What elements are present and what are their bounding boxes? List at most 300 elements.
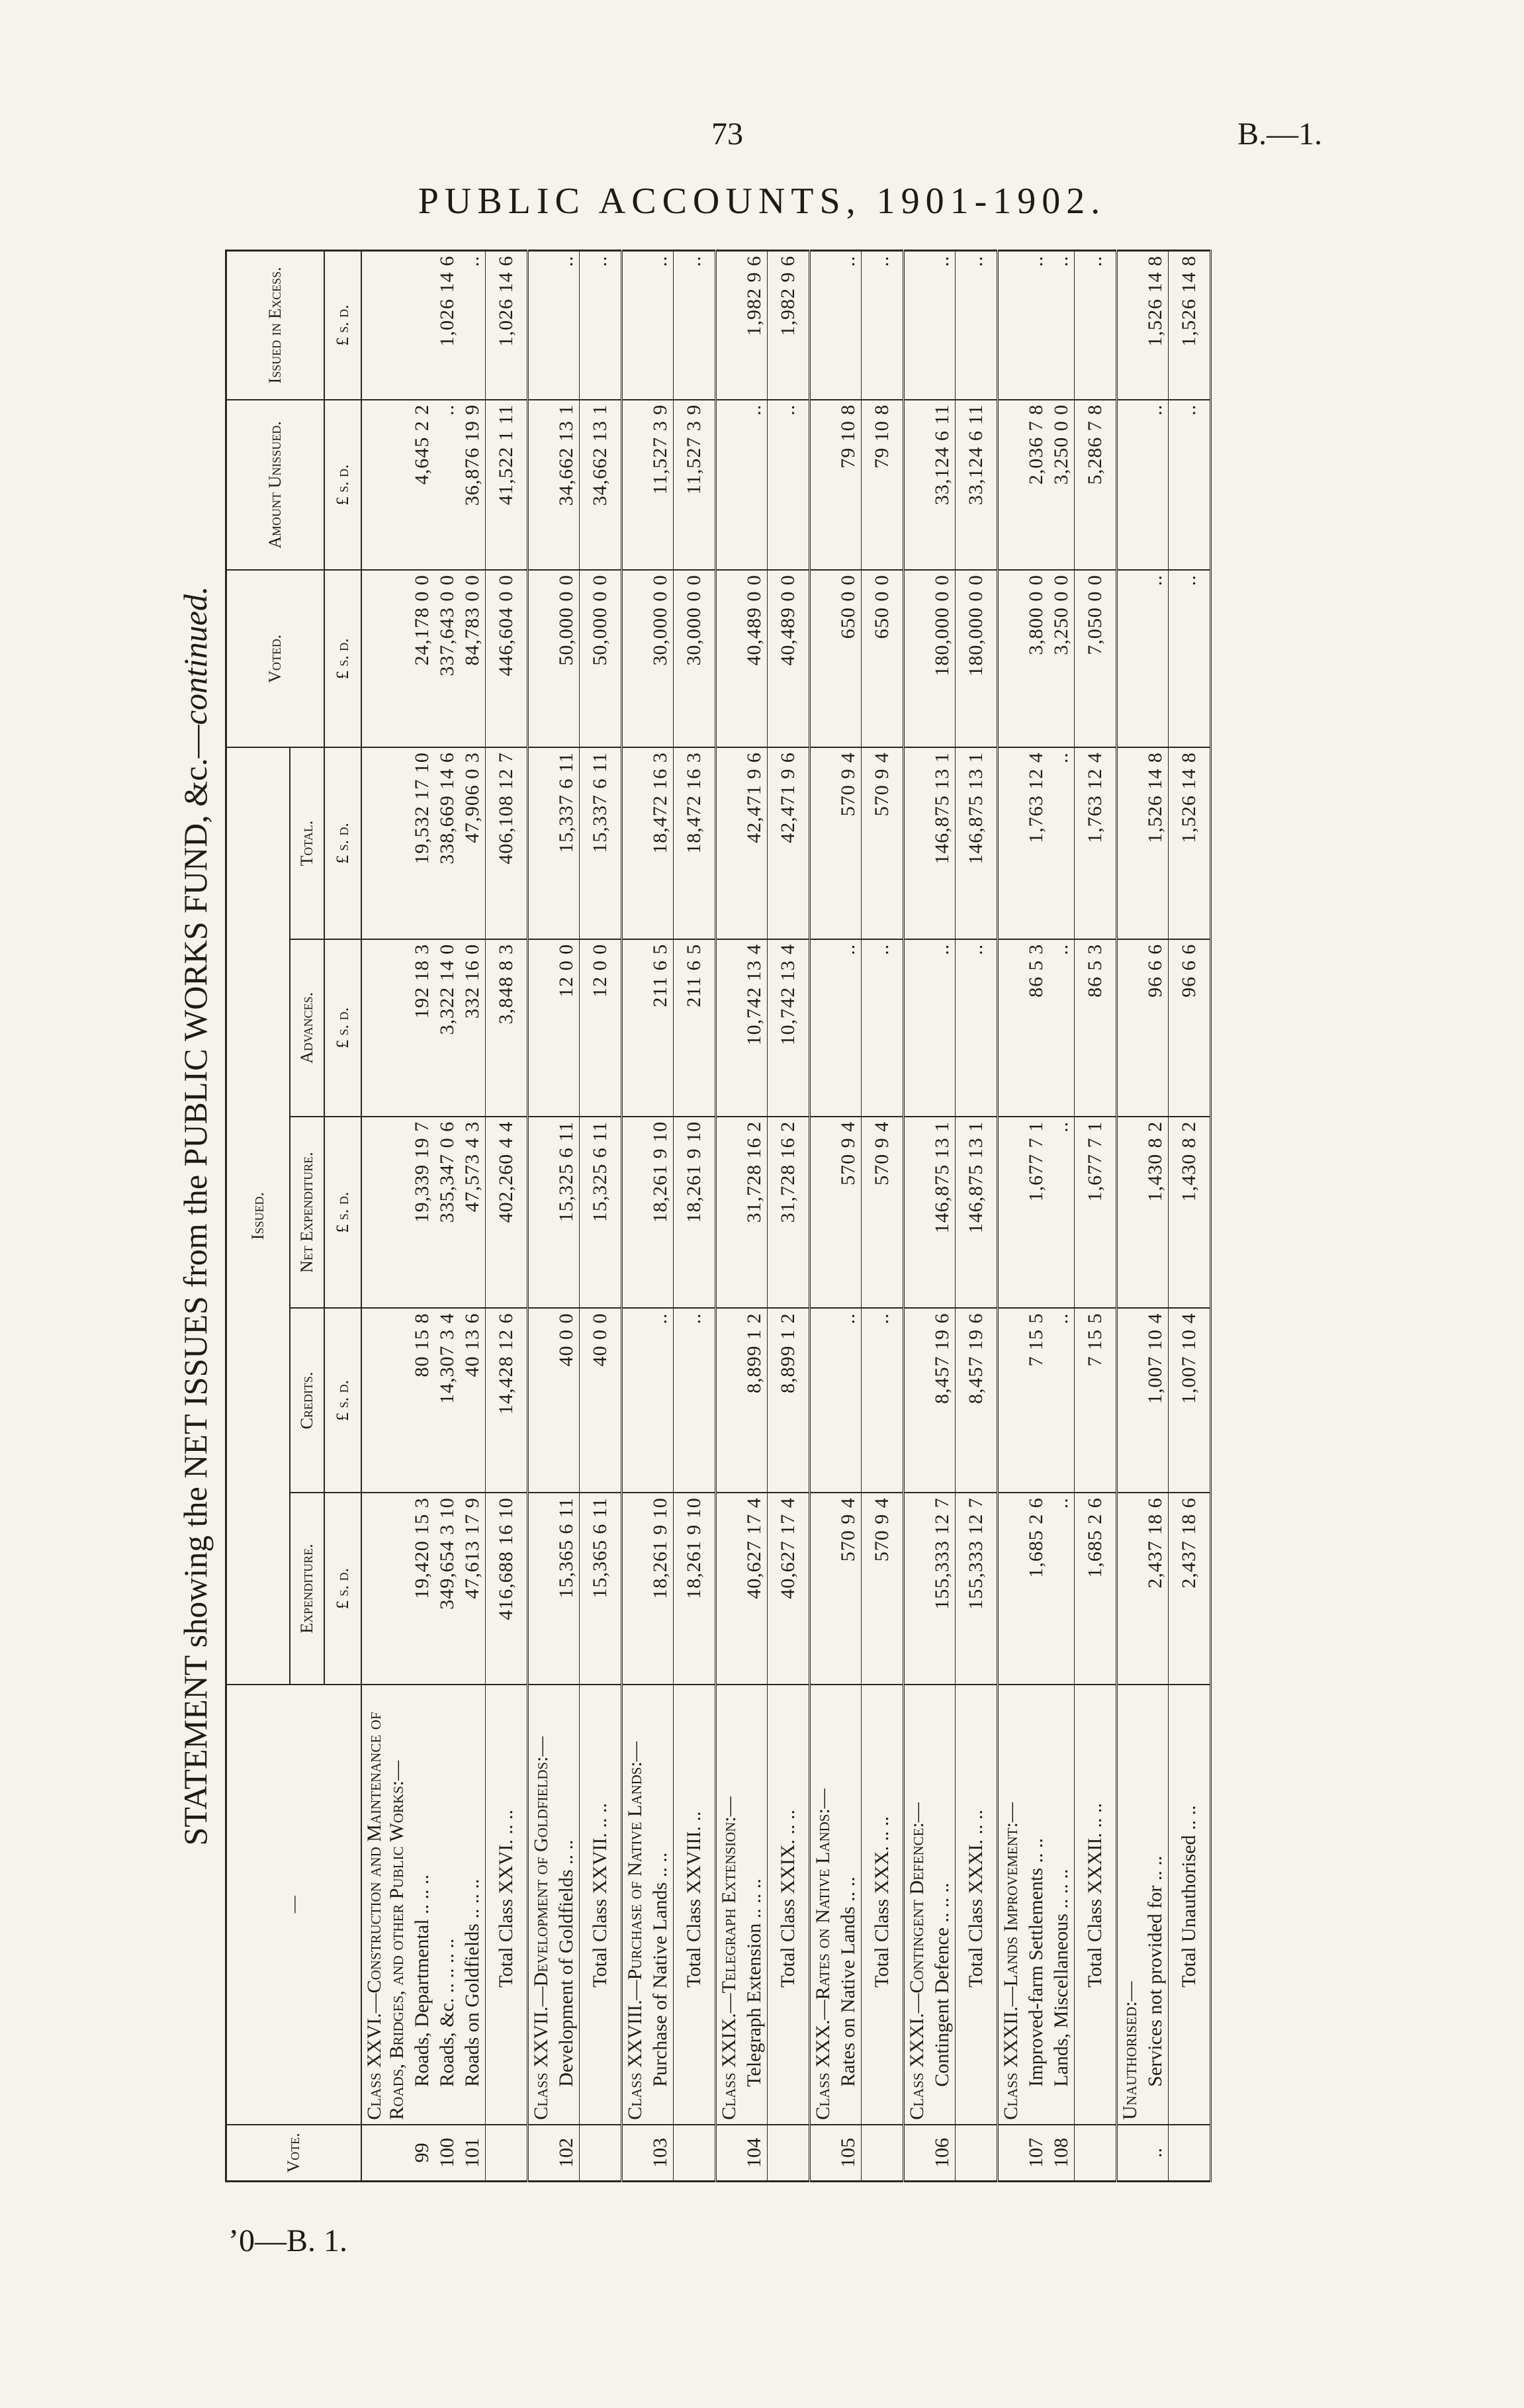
total-net-expenditure-value: 15,325 6 11 bbox=[580, 1117, 622, 1309]
vote-cell bbox=[486, 2125, 528, 2182]
amount-unissued-cell bbox=[716, 400, 742, 570]
vote-number: 103 bbox=[648, 2125, 674, 2182]
net-expenditure-cell bbox=[904, 1117, 930, 1309]
total-total-value: 570 9 4 bbox=[862, 747, 904, 939]
issued-in-excess-cell bbox=[810, 251, 836, 400]
class-heading bbox=[1117, 1685, 1143, 2125]
issued-in-excess-value: 1,982 9 6 bbox=[742, 251, 768, 400]
amount-unissued-value: 2,036 7 8 bbox=[1024, 400, 1049, 570]
credits-cell bbox=[810, 1308, 836, 1493]
total-cell bbox=[998, 747, 1024, 939]
total-label: Total Unauthorised .. .. bbox=[1178, 1805, 1200, 1988]
amount-unissued-cell bbox=[528, 400, 555, 570]
credits-value: 40 13 6 bbox=[460, 1308, 486, 1493]
total-advances-value: 10,742 13 4 bbox=[768, 939, 810, 1117]
total-advances-value: 96 6 6 bbox=[1169, 939, 1211, 1117]
amount-unissued-cell bbox=[1117, 400, 1143, 570]
vote-cell bbox=[862, 2125, 904, 2182]
total-advances-value: 211 6 5 bbox=[674, 939, 716, 1117]
class-total-row bbox=[862, 251, 904, 2182]
advances-value: 96 6 6 bbox=[1143, 939, 1169, 1117]
total-total-value: 15,337 6 11 bbox=[580, 747, 622, 939]
total-expenditure-value: 18,261 9 10 bbox=[674, 1493, 716, 1685]
net-expenditure-value: 18,261 9 10 bbox=[648, 1117, 674, 1309]
amount-unissued-value: 79 10 8 bbox=[836, 400, 862, 570]
total-voted-value: 180,000 0 0 bbox=[956, 570, 998, 747]
total-expenditure-value: 40,627 17 4 bbox=[768, 1493, 810, 1685]
vote-cell bbox=[1075, 2125, 1117, 2182]
credits-value: 8,457 19 6 bbox=[930, 1308, 956, 1493]
total-value: 338,669 14 6 bbox=[435, 747, 460, 939]
issued-in-excess-cell bbox=[361, 251, 410, 400]
total-cell bbox=[810, 747, 836, 939]
class-heading-row bbox=[622, 251, 649, 2182]
total-description bbox=[1075, 1685, 1117, 2125]
total-expenditure-value: 416,688 16 10 bbox=[486, 1493, 528, 1685]
total-expenditure-value: 570 9 4 bbox=[862, 1493, 904, 1685]
class-total-row bbox=[1075, 251, 1117, 2182]
issued-in-excess-value: .. bbox=[648, 251, 674, 400]
table-row bbox=[410, 251, 435, 2182]
advances-cell bbox=[998, 939, 1024, 1117]
vote-cell bbox=[1117, 2125, 1143, 2182]
net-expenditure-cell bbox=[528, 1117, 555, 1309]
total-advances-value: .. bbox=[862, 939, 904, 1117]
issued-in-excess-cell bbox=[998, 251, 1024, 400]
row-description bbox=[1049, 1685, 1075, 2125]
class-heading-text: Class XXX.—Rates on Native Lands:— bbox=[812, 1788, 834, 2120]
row-description-text: Improved-farm Settlements .. .. bbox=[1025, 1837, 1047, 2087]
row-description-text: Telegraph Extension .. .. .. bbox=[743, 1878, 765, 2087]
currency-header: £ s. d. bbox=[324, 1493, 361, 1685]
table-row bbox=[1143, 251, 1169, 2182]
amount-unissued-value: 4,645 2 2 bbox=[410, 400, 435, 570]
net-expenditure-value: 19,339 19 7 bbox=[410, 1117, 435, 1309]
row-description bbox=[460, 1685, 486, 2125]
advances-value: 192 18 3 bbox=[410, 939, 435, 1117]
total-cell bbox=[528, 747, 555, 939]
issued-in-excess-cell bbox=[528, 251, 555, 400]
table-row bbox=[460, 251, 486, 2182]
issued-in-excess-value: 1,026 14 6 bbox=[435, 251, 460, 400]
total-value: 570 9 4 bbox=[836, 747, 862, 939]
vote-number: 100 bbox=[435, 2125, 460, 2182]
total-voted-value: 30,000 0 0 bbox=[674, 570, 716, 747]
total-voted-value: 50,000 0 0 bbox=[580, 570, 622, 747]
table-row bbox=[742, 251, 768, 2182]
total-net-expenditure-value: 402,260 4 4 bbox=[486, 1117, 528, 1309]
vote-number: .. bbox=[1143, 2125, 1169, 2182]
voted-value: 337,643 0 0 bbox=[435, 570, 460, 747]
amount-unissued-cell bbox=[810, 400, 836, 570]
net-expenditure-cell bbox=[998, 1117, 1024, 1309]
page-title: PUBLIC ACCOUNTS, 1901-1902. bbox=[418, 181, 1106, 222]
total-label: Total Class XXVIII. .. bbox=[683, 1811, 705, 1988]
total-advances-value: 12 0 0 bbox=[580, 939, 622, 1117]
total-description bbox=[1169, 1685, 1211, 2125]
table-row bbox=[435, 251, 460, 2182]
total-description bbox=[768, 1685, 810, 2125]
total-voted-value: 650 0 0 bbox=[862, 570, 904, 747]
total-issued-in-excess-value: 1,526 14 8 bbox=[1169, 251, 1211, 400]
credits-cell bbox=[361, 1308, 410, 1493]
net-expenditure-cell bbox=[1117, 1117, 1143, 1309]
row-description bbox=[410, 1685, 435, 2125]
expenditure-cell bbox=[810, 1493, 836, 1685]
voted-value: 24,178 0 0 bbox=[410, 570, 435, 747]
table-row bbox=[554, 251, 580, 2182]
document-reference: B.—1. bbox=[1237, 116, 1323, 152]
vote-number: 106 bbox=[930, 2125, 956, 2182]
advances-value: .. bbox=[1049, 939, 1075, 1117]
expenditure-value: 570 9 4 bbox=[836, 1493, 862, 1685]
header-total: Total. bbox=[290, 747, 324, 939]
header-amount-unissued: Amount Unissued. bbox=[226, 400, 325, 570]
vote-cell bbox=[768, 2125, 810, 2182]
class-heading-text: Class XXVII.—Development of Goldfields:— bbox=[530, 1736, 552, 2120]
amount-unissued-value: .. bbox=[1143, 400, 1169, 570]
vote-number: 102 bbox=[554, 2125, 580, 2182]
expenditure-value: 19,420 15 3 bbox=[410, 1493, 435, 1685]
class-heading-row bbox=[904, 251, 930, 2182]
total-description bbox=[862, 1685, 904, 2125]
credits-value: 1,007 10 4 bbox=[1143, 1308, 1169, 1493]
total-amount-unissued-value: 34,662 13 1 bbox=[580, 400, 622, 570]
header-description: — bbox=[226, 1685, 362, 2125]
credits-cell bbox=[998, 1308, 1024, 1493]
expenditure-value: 47,613 17 9 bbox=[460, 1493, 486, 1685]
row-description bbox=[930, 1685, 956, 2125]
row-description bbox=[742, 1685, 768, 2125]
issued-in-excess-value: .. bbox=[460, 251, 486, 400]
total-amount-unissued-value: 79 10 8 bbox=[862, 400, 904, 570]
amount-unissued-cell bbox=[622, 400, 649, 570]
vote-number: 107 bbox=[1024, 2125, 1049, 2182]
expenditure-cell bbox=[528, 1493, 555, 1685]
total-credits-value: 8,899 1 2 bbox=[768, 1308, 810, 1493]
class-heading-text: Unauthorised:— bbox=[1119, 1981, 1141, 2120]
header-credits: Credits. bbox=[290, 1308, 324, 1493]
class-heading-text: Class XXVI.—Construction and Maintenance of Roads, Bridges, and other Public Works:— bbox=[363, 1712, 408, 2120]
credits-cell bbox=[528, 1308, 555, 1493]
total-credits-value: .. bbox=[862, 1308, 904, 1493]
expenditure-cell bbox=[904, 1493, 930, 1685]
header-expenditure: Expenditure. bbox=[290, 1493, 324, 1685]
expenditure-value: 15,365 6 11 bbox=[554, 1493, 580, 1685]
class-heading-row bbox=[998, 251, 1024, 2182]
total-expenditure-value: 2,437 18 6 bbox=[1169, 1493, 1211, 1685]
net-expenditure-value: 570 9 4 bbox=[836, 1117, 862, 1309]
total-label: Total Class XXXI. .. .. bbox=[965, 1810, 987, 1988]
class-heading bbox=[716, 1685, 742, 2125]
vote-cell bbox=[904, 2125, 930, 2182]
expenditure-cell bbox=[622, 1493, 649, 1685]
total-advances-value: .. bbox=[956, 939, 998, 1117]
class-heading bbox=[622, 1685, 649, 2125]
advances-value: 332 16 0 bbox=[460, 939, 486, 1117]
amount-unissued-cell bbox=[904, 400, 930, 570]
class-heading bbox=[810, 1685, 836, 2125]
total-amount-unissued-value: 41,522 1 11 bbox=[486, 400, 528, 570]
currency-header: £ s. d. bbox=[324, 570, 361, 747]
total-net-expenditure-value: 146,875 13 1 bbox=[956, 1117, 998, 1309]
voted-value: 180,000 0 0 bbox=[930, 570, 956, 747]
issued-in-excess-value: 1,526 14 8 bbox=[1143, 251, 1169, 400]
total-credits-value: 7 15 5 bbox=[1075, 1308, 1117, 1493]
net-expenditure-value: 47,573 4 3 bbox=[460, 1117, 486, 1309]
class-heading-text: Class XXIX.—Telegraph Extension:— bbox=[718, 1796, 740, 2120]
vote-cell bbox=[810, 2125, 836, 2182]
row-description bbox=[1143, 1685, 1169, 2125]
net-expenditure-value: .. bbox=[1049, 1117, 1075, 1309]
header-vote: Vote. bbox=[226, 2125, 362, 2182]
table-row bbox=[836, 251, 862, 2182]
class-heading-text: Class XXXII.—Lands Improvement:— bbox=[1000, 1802, 1022, 2120]
total-value: 18,472 16 3 bbox=[648, 747, 674, 939]
net-expenditure-value: 15,325 6 11 bbox=[554, 1117, 580, 1309]
advances-value: 86 5 3 bbox=[1024, 939, 1049, 1117]
total-label: Total Class XXIX. .. .. bbox=[777, 1810, 799, 1988]
net-expenditure-value: 1,677 7 1 bbox=[1024, 1117, 1049, 1309]
statement-title-suffix: continued. bbox=[177, 586, 214, 725]
voted-value: 3,250 0 0 bbox=[1049, 570, 1075, 747]
voted-value: 3,800 0 0 bbox=[1024, 570, 1049, 747]
total-net-expenditure-value: 1,430 8 2 bbox=[1169, 1117, 1211, 1309]
total-label: Total Class XXVII. .. .. bbox=[589, 1803, 611, 1988]
class-total-row bbox=[580, 251, 622, 2182]
voted-cell bbox=[998, 570, 1024, 747]
total-total-value: 1,526 14 8 bbox=[1169, 747, 1211, 939]
voted-cell bbox=[716, 570, 742, 747]
voted-cell bbox=[1117, 570, 1143, 747]
total-issued-in-excess-value: .. bbox=[956, 251, 998, 400]
net-expenditure-cell bbox=[361, 1117, 410, 1309]
issued-in-excess-cell bbox=[622, 251, 649, 400]
expenditure-cell bbox=[998, 1493, 1024, 1685]
amount-unissued-cell bbox=[998, 400, 1024, 570]
expenditure-value: 155,333 12 7 bbox=[930, 1493, 956, 1685]
header-issued-in-excess: Issued in Excess. bbox=[226, 251, 325, 400]
class-heading bbox=[528, 1685, 555, 2125]
advances-cell bbox=[361, 939, 410, 1117]
total-amount-unissued-value: 5,286 7 8 bbox=[1075, 400, 1117, 570]
class-heading-row bbox=[361, 251, 410, 2182]
credits-value: .. bbox=[648, 1308, 674, 1493]
advances-value: 211 6 5 bbox=[648, 939, 674, 1117]
class-total-row bbox=[486, 251, 528, 2182]
advances-value: 3,322 14 0 bbox=[435, 939, 460, 1117]
class-heading-row bbox=[810, 251, 836, 2182]
vote-number: 101 bbox=[460, 2125, 486, 2182]
currency-header: £ s. d. bbox=[324, 251, 361, 400]
total-credits-value: 40 0 0 bbox=[580, 1308, 622, 1493]
voted-cell bbox=[528, 570, 555, 747]
row-description-text: Roads on Goldfields .. .. .. bbox=[461, 1878, 483, 2087]
row-description-text: Lands, Miscellaneous .. .. .. bbox=[1050, 1869, 1072, 2087]
total-issued-in-excess-value: 1,026 14 6 bbox=[486, 251, 528, 400]
net-expenditure-value: 31,728 16 2 bbox=[742, 1117, 768, 1309]
row-description-text: Services not provided for .. .. bbox=[1144, 1855, 1166, 2087]
row-description bbox=[836, 1685, 862, 2125]
total-cell bbox=[361, 747, 410, 939]
total-description bbox=[580, 1685, 622, 2125]
total-description bbox=[956, 1685, 998, 2125]
credits-cell bbox=[716, 1308, 742, 1493]
credits-value: 8,899 1 2 bbox=[742, 1308, 768, 1493]
voted-value: 40,489 0 0 bbox=[742, 570, 768, 747]
vote-cell bbox=[998, 2125, 1024, 2182]
total-total-value: 406,108 12 7 bbox=[486, 747, 528, 939]
voted-value: 650 0 0 bbox=[836, 570, 862, 747]
class-heading bbox=[361, 1685, 410, 2125]
total-issued-in-excess-value: 1,982 9 6 bbox=[768, 251, 810, 400]
advances-value: 12 0 0 bbox=[554, 939, 580, 1117]
net-expenditure-value: 146,875 13 1 bbox=[930, 1117, 956, 1309]
issued-in-excess-cell bbox=[1117, 251, 1143, 400]
footer-mark: ʼ0—B. 1. bbox=[228, 2223, 347, 2258]
vote-cell bbox=[361, 2125, 410, 2182]
amount-unissued-value: 36,876 19 9 bbox=[460, 400, 486, 570]
row-description-text: Development of Goldfields .. .. bbox=[555, 1839, 577, 2087]
row-description-text: Purchase of Native Lands .. .. bbox=[649, 1852, 671, 2087]
voted-value: 84,783 0 0 bbox=[460, 570, 486, 747]
total-voted-value: 40,489 0 0 bbox=[768, 570, 810, 747]
table-row bbox=[930, 251, 956, 2182]
advances-value: .. bbox=[930, 939, 956, 1117]
total-value: 19,532 17 10 bbox=[410, 747, 435, 939]
total-value: 1,763 12 4 bbox=[1024, 747, 1049, 939]
total-value: 146,875 13 1 bbox=[930, 747, 956, 939]
total-net-expenditure-value: 31,728 16 2 bbox=[768, 1117, 810, 1309]
advances-cell bbox=[904, 939, 930, 1117]
vote-number: 108 bbox=[1049, 2125, 1075, 2182]
row-description bbox=[554, 1685, 580, 2125]
advances-cell bbox=[1117, 939, 1143, 1117]
total-credits-value: 14,428 12 6 bbox=[486, 1308, 528, 1493]
total-expenditure-value: 1,685 2 6 bbox=[1075, 1493, 1117, 1685]
voted-cell bbox=[361, 570, 410, 747]
class-heading-text: Class XXXI.—Contingent Defence:— bbox=[906, 1802, 928, 2120]
page-number: 73 bbox=[711, 116, 743, 152]
total-credits-value: 8,457 19 6 bbox=[956, 1308, 998, 1493]
net-expenditure-cell bbox=[716, 1117, 742, 1309]
advances-value: 10,742 13 4 bbox=[742, 939, 768, 1117]
class-total-row bbox=[1169, 251, 1211, 2182]
voted-value: .. bbox=[1143, 570, 1169, 747]
statement-body bbox=[361, 251, 1211, 2182]
expenditure-value: 18,261 9 10 bbox=[648, 1493, 674, 1685]
total-credits-value: .. bbox=[674, 1308, 716, 1493]
voted-cell bbox=[810, 570, 836, 747]
total-advances-value: 3,848 8 3 bbox=[486, 939, 528, 1117]
header-issued: Issued. bbox=[226, 747, 291, 1685]
class-heading bbox=[998, 1685, 1024, 2125]
voted-cell bbox=[622, 570, 649, 747]
class-total-row bbox=[674, 251, 716, 2182]
vote-cell bbox=[622, 2125, 649, 2182]
advances-cell bbox=[810, 939, 836, 1117]
currency-header: £ s. d. bbox=[324, 1308, 361, 1493]
total-issued-in-excess-value: .. bbox=[674, 251, 716, 400]
currency-header: £ s. d. bbox=[324, 939, 361, 1117]
total-amount-unissued-value: .. bbox=[1169, 400, 1211, 570]
statement-title bbox=[172, 250, 218, 2182]
total-issued-in-excess-value: .. bbox=[1075, 251, 1117, 400]
total-voted-value: .. bbox=[1169, 570, 1211, 747]
advances-cell bbox=[622, 939, 649, 1117]
total-value: .. bbox=[1049, 747, 1075, 939]
class-heading-row bbox=[716, 251, 742, 2182]
total-label: Total Class XXXII. .. .. bbox=[1084, 1803, 1106, 1988]
amount-unissued-cell bbox=[361, 400, 410, 570]
vote-number: 104 bbox=[742, 2125, 768, 2182]
credits-cell bbox=[622, 1308, 649, 1493]
total-cell bbox=[904, 747, 930, 939]
issued-in-excess-value bbox=[410, 251, 435, 400]
vote-cell bbox=[674, 2125, 716, 2182]
amount-unissued-value: 3,250 0 0 bbox=[1049, 400, 1075, 570]
voted-value: 50,000 0 0 bbox=[554, 570, 580, 747]
table-row bbox=[1024, 251, 1049, 2182]
vote-cell bbox=[1169, 2125, 1211, 2182]
statement-title-text: STATEMENT showing the NET ISSUES from the PUBLIC WORKS FUND, &c.— bbox=[177, 725, 214, 1846]
amount-unissued-value: .. bbox=[742, 400, 768, 570]
net-expenditure-cell bbox=[622, 1117, 649, 1309]
expenditure-value: 40,627 17 4 bbox=[742, 1493, 768, 1685]
vote-number: 99 bbox=[410, 2125, 435, 2182]
net-expenditure-value: 1,430 8 2 bbox=[1143, 1117, 1169, 1309]
issued-in-excess-value: .. bbox=[930, 251, 956, 400]
currency-header: £ s. d. bbox=[324, 1117, 361, 1309]
vote-cell bbox=[956, 2125, 998, 2182]
amount-unissued-value: 11,527 3 9 bbox=[648, 400, 674, 570]
row-description-text: Roads, Departmental .. .. .. bbox=[411, 1874, 433, 2087]
row-description-text: Contingent Defence .. .. .. bbox=[931, 1882, 953, 2087]
total-issued-in-excess-value: .. bbox=[580, 251, 622, 400]
class-heading bbox=[904, 1685, 930, 2125]
class-heading-row bbox=[528, 251, 555, 2182]
voted-cell bbox=[904, 570, 930, 747]
expenditure-value: .. bbox=[1049, 1493, 1075, 1685]
net-expenditure-value: 335,347 0 6 bbox=[435, 1117, 460, 1309]
issued-in-excess-value: .. bbox=[1049, 251, 1075, 400]
header-advances: Advances. bbox=[290, 939, 324, 1117]
row-description-text: Roads, &c. .. .. .. .. bbox=[436, 1938, 458, 2087]
credits-value: .. bbox=[836, 1308, 862, 1493]
expenditure-cell bbox=[1117, 1493, 1143, 1685]
total-issued-in-excess-value: .. bbox=[862, 251, 904, 400]
table-row bbox=[1049, 251, 1075, 2182]
total-amount-unissued-value: 33,124 6 11 bbox=[956, 400, 998, 570]
net-expenditure-cell bbox=[810, 1117, 836, 1309]
total-description bbox=[486, 1685, 528, 2125]
header-voted: Voted. bbox=[226, 570, 325, 747]
voted-value: 30,000 0 0 bbox=[648, 570, 674, 747]
total-total-value: 1,763 12 4 bbox=[1075, 747, 1117, 939]
row-description bbox=[648, 1685, 674, 2125]
amount-unissued-value: 33,124 6 11 bbox=[930, 400, 956, 570]
vote-cell bbox=[716, 2125, 742, 2182]
advances-value: .. bbox=[836, 939, 862, 1117]
expenditure-value: 349,654 3 10 bbox=[435, 1493, 460, 1685]
total-voted-value: 446,604 0 0 bbox=[486, 570, 528, 747]
class-heading-row bbox=[1117, 251, 1143, 2182]
credits-cell bbox=[904, 1308, 930, 1493]
statement-table bbox=[225, 250, 1212, 2182]
total-advances-value: 86 5 3 bbox=[1075, 939, 1117, 1117]
total-value: 47,906 0 3 bbox=[460, 747, 486, 939]
vote-number: 105 bbox=[836, 2125, 862, 2182]
